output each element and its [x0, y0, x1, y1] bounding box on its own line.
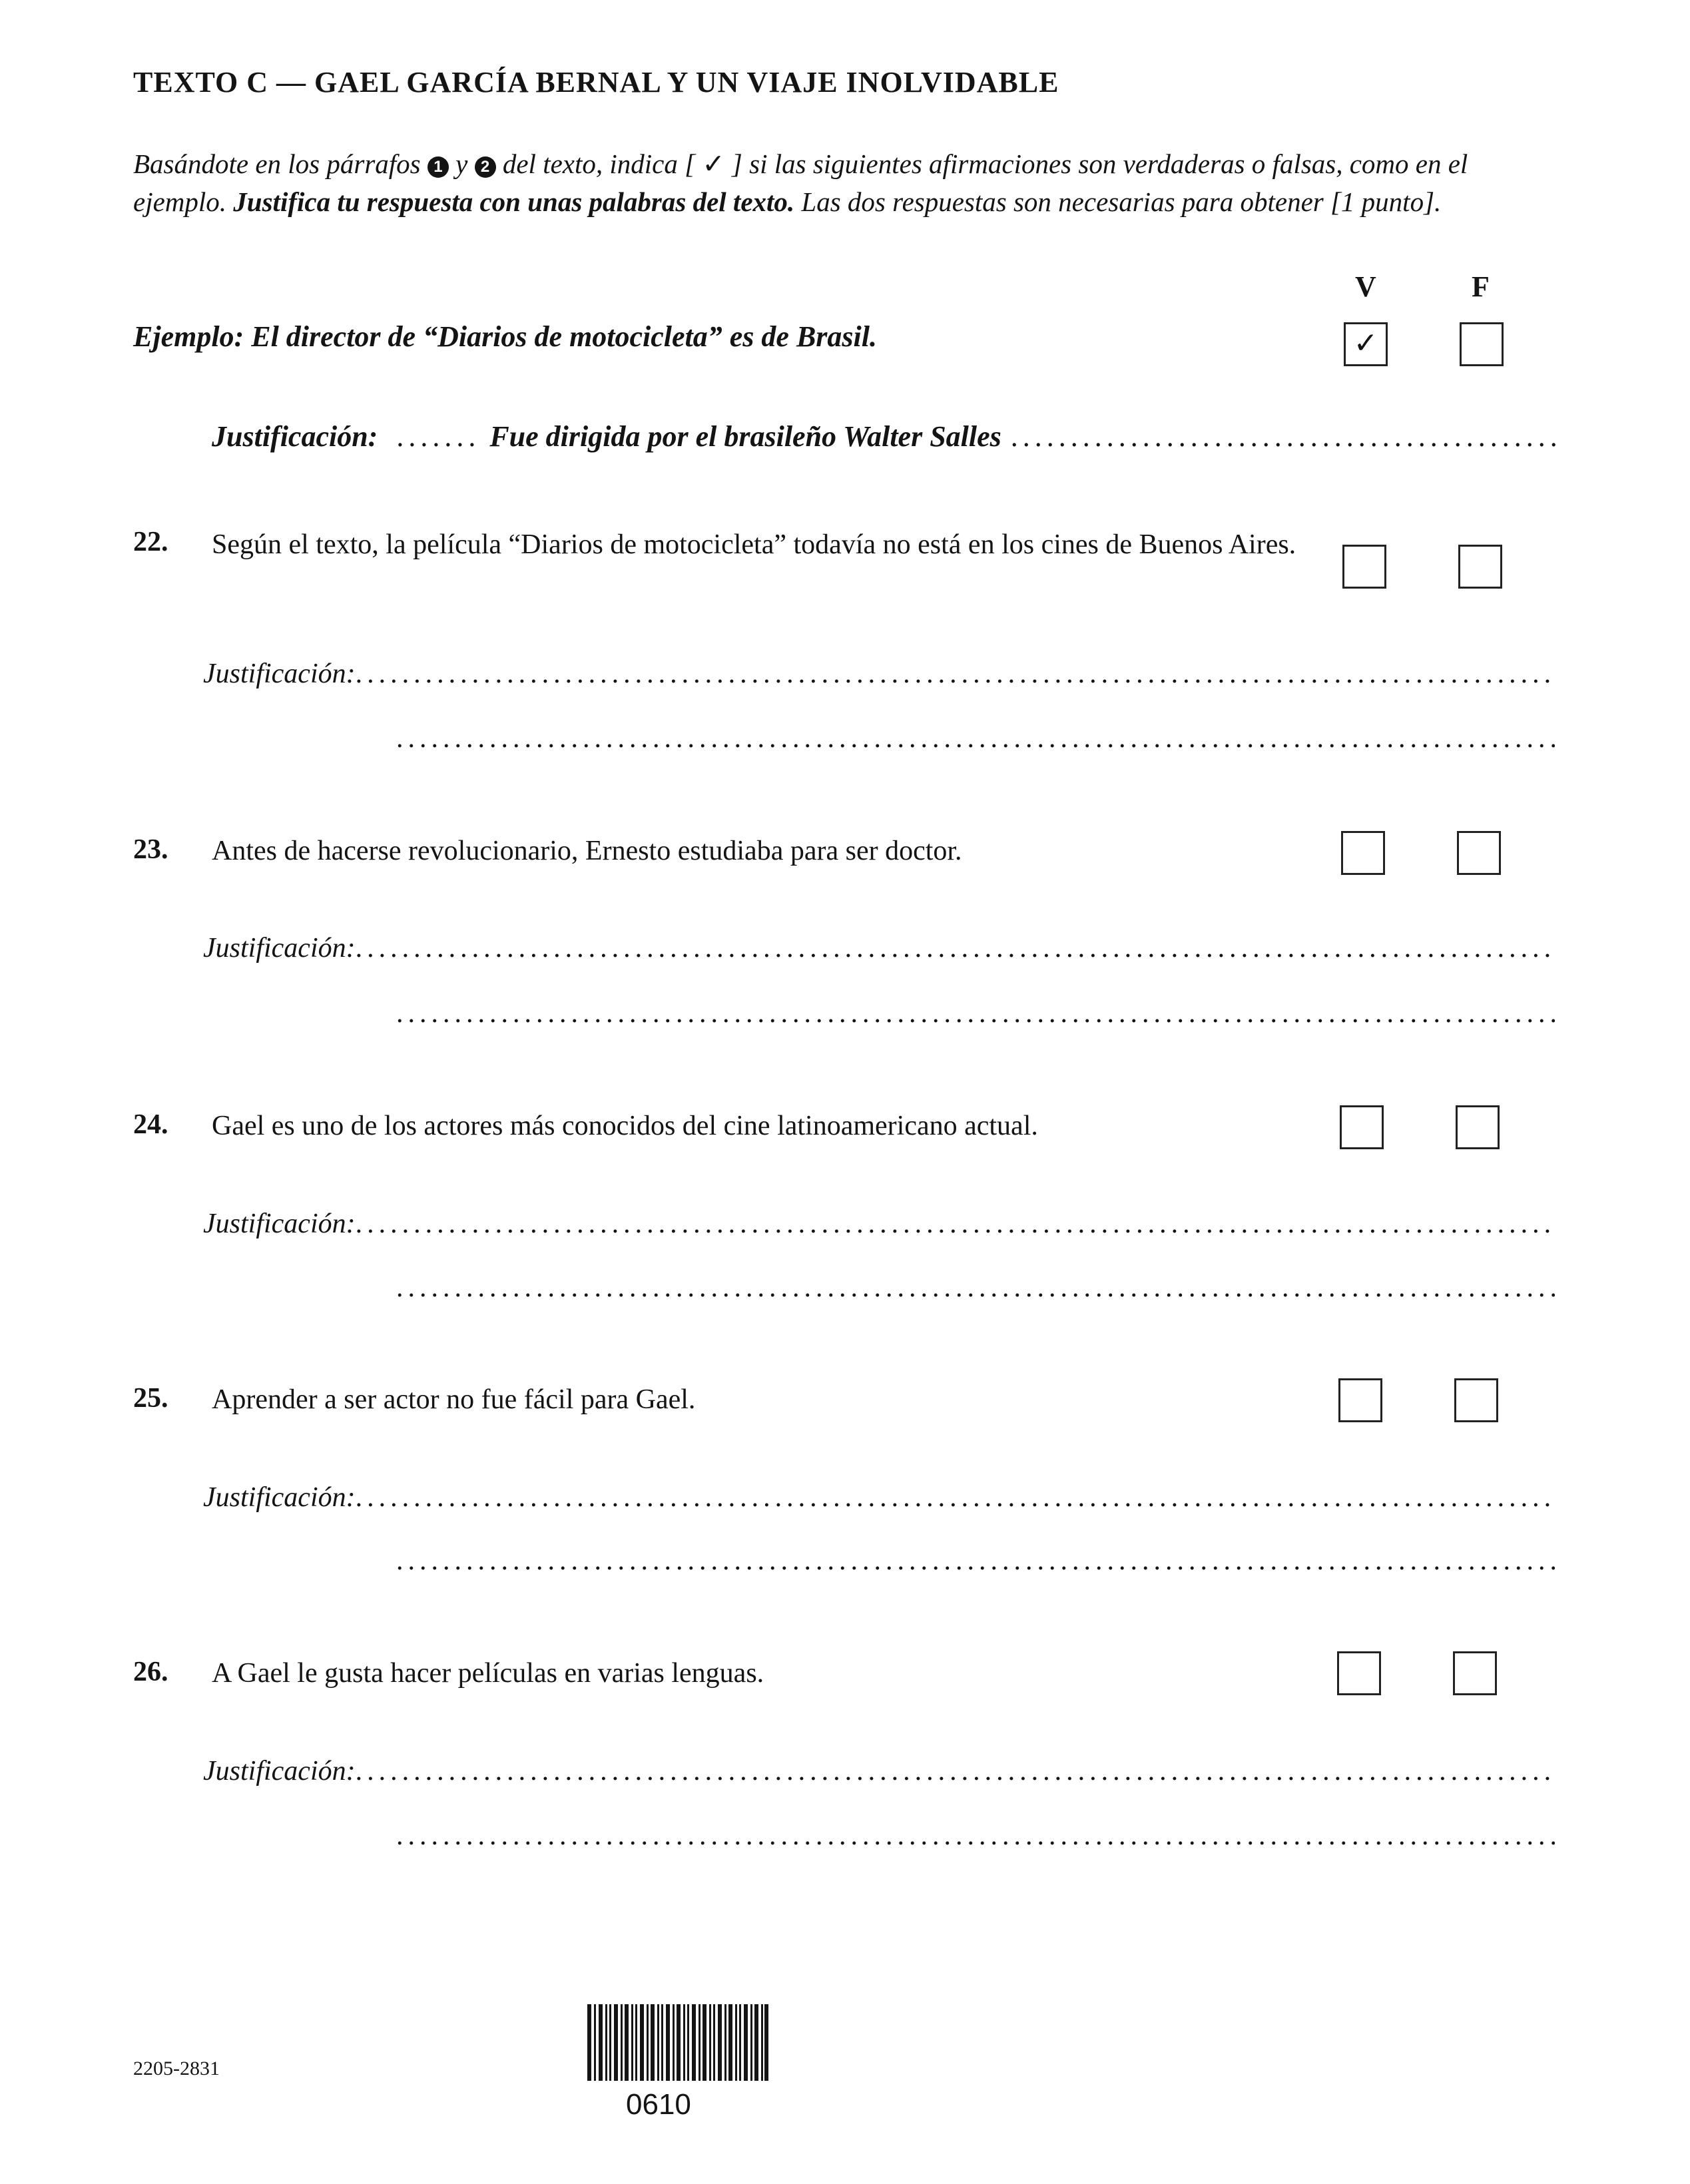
q22-false-checkbox[interactable]: [1458, 545, 1502, 589]
justification-dots: [356, 932, 1555, 964]
check-icon: ✓: [702, 148, 725, 180]
instructions-part2: del texto, indica [: [502, 148, 696, 179]
q25-justification-line[interactable]: [203, 1482, 1555, 1513]
instructions-part1: Basándote en los párrafos: [133, 148, 421, 179]
barcode-number: 0610: [626, 2088, 691, 2121]
q24-true-checkbox[interactable]: [1340, 1105, 1384, 1149]
column-false-header: F: [1472, 270, 1490, 303]
justification-dots: [356, 1755, 1555, 1787]
example-text: : El director de “Diarios de motocicleta” es de Brasil.: [234, 320, 878, 353]
justification-dots: [396, 1272, 1555, 1304]
example-false-checkbox: [1460, 322, 1504, 366]
justification-label: Justificación:: [203, 933, 356, 963]
q23-justification-line-2[interactable]: [396, 997, 1555, 1029]
question-number: 22.: [133, 527, 168, 557]
paragraph-2-marker: 2: [475, 156, 496, 178]
q25-true-checkbox[interactable]: [1338, 1378, 1382, 1422]
justification-dots: [396, 722, 1555, 754]
question-number: 26.: [133, 1657, 168, 1687]
instructions-and: y: [455, 148, 468, 179]
q24-justification-line[interactable]: [203, 1208, 1555, 1240]
justification-dots: [396, 1545, 1555, 1577]
q22-justification-line[interactable]: [203, 658, 1555, 690]
justification-label: Justificación:: [203, 1209, 356, 1239]
question-number: 24.: [133, 1109, 168, 1140]
q25-justification-line-2[interactable]: [396, 1545, 1555, 1577]
paragraph-1-marker: 1: [427, 156, 449, 178]
column-true-header: V: [1355, 270, 1376, 303]
instructions-bold: Justifica tu respuesta con unas palabras del texto.: [233, 186, 795, 217]
question-text: Aprender a ser actor no fue fácil para Gael.: [212, 1384, 696, 1415]
justification-dots: [356, 658, 1555, 690]
q22-true-checkbox[interactable]: [1342, 545, 1386, 589]
example-justification-label: Justificación:: [212, 420, 378, 453]
example-justification: [212, 419, 1557, 453]
justification-dots: [356, 1208, 1555, 1240]
question-number: 23.: [133, 834, 168, 865]
justification-label: Justificación:: [203, 1482, 356, 1513]
question-number: 25.: [133, 1383, 168, 1414]
justification-dots: [396, 997, 1555, 1029]
q24-justification-line-2[interactable]: [396, 1272, 1555, 1304]
q25-false-checkbox[interactable]: [1454, 1378, 1498, 1422]
q26-false-checkbox[interactable]: [1453, 1651, 1497, 1695]
example-statement: [133, 320, 877, 354]
example-justification-text: Fue dirigida por el brasileño Walter Salles: [489, 420, 1001, 453]
instructions-part4: Las dos respuestas son necesarias para obtener [1 punto].: [801, 186, 1442, 217]
instructions: [133, 145, 1545, 221]
q23-justification-line[interactable]: [203, 932, 1555, 964]
question-text: Gael es uno de los actores más conocidos del cine latinoamericano actual.: [212, 1111, 1038, 1141]
example-true-checkbox: ✓: [1344, 322, 1388, 366]
barcode: [587, 2004, 768, 2081]
question-text: Según el texto, la película “Diarios de motocicleta” todavía no está en los cines de Buenos Aires.: [212, 529, 1296, 560]
q22-justification-line-2[interactable]: [396, 722, 1555, 754]
justification-dots: [356, 1482, 1555, 1513]
justification-label: Justificación:: [203, 1756, 356, 1786]
example-justification-dots: [1011, 419, 1557, 453]
q23-true-checkbox[interactable]: [1341, 831, 1385, 875]
example-leader: .......: [396, 420, 481, 453]
document-code: 2205-2831: [133, 2057, 220, 2079]
question-text: A Gael le gusta hacer películas en varias lenguas.: [212, 1658, 764, 1689]
q26-justification-line-2[interactable]: [396, 1820, 1555, 1852]
q23-false-checkbox[interactable]: [1457, 831, 1501, 875]
page-title: TEXTO C — GAEL GARCÍA BERNAL Y UN VIAJE INOLVIDABLE: [133, 66, 1059, 99]
example-label: Ejemplo: [133, 320, 234, 353]
justification-dots: [396, 1820, 1555, 1852]
question-text: Antes de hacerse revolucionario, Ernesto estudiaba para ser doctor.: [212, 836, 962, 866]
instructions-part3: ] si las siguientes afirmaciones son verdaderas o falsas, como en el ejemplo.: [133, 148, 1468, 217]
q24-false-checkbox[interactable]: [1456, 1105, 1500, 1149]
justification-label: Justificación:: [203, 659, 356, 689]
q26-justification-line[interactable]: [203, 1755, 1555, 1787]
q26-true-checkbox[interactable]: [1337, 1651, 1381, 1695]
